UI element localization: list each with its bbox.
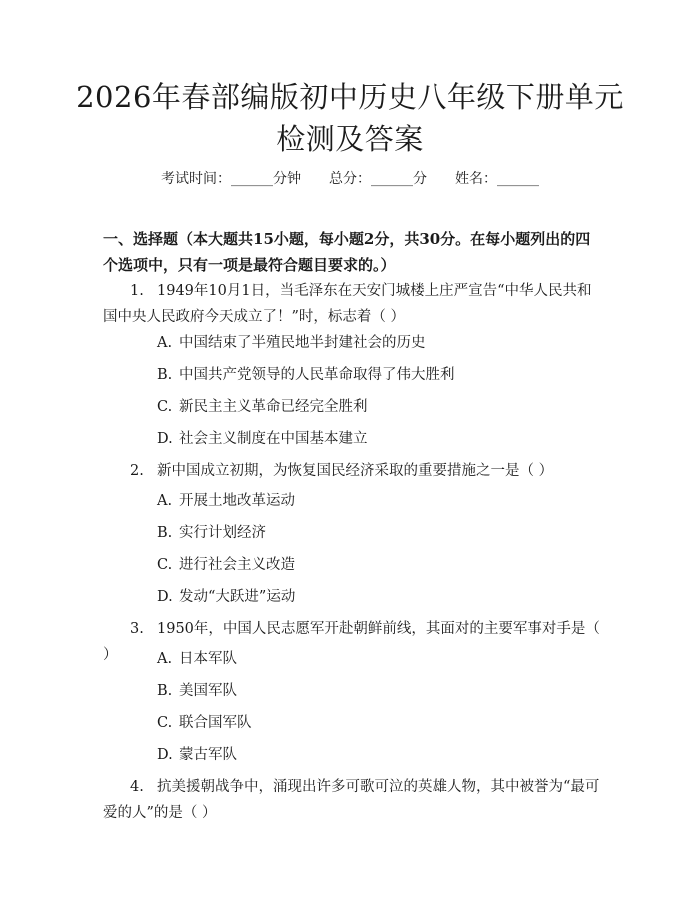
question-number: 1. [130,283,144,299]
option-2c[interactable] [157,555,597,575]
option-letter: B. [157,367,173,383]
option-text: 社会主义制度在中国基本建立 [179,431,368,447]
option-text: 发动“大跃进”运动 [179,589,296,605]
option-letter: D. [157,589,173,605]
total-score-label: 总分： [329,171,371,187]
exam-time-label: 考试时间： [161,171,231,187]
option-text: 开展土地改革运动 [179,493,295,509]
option-text: 美国军队 [179,683,237,699]
exam-time-blank: ______ [231,171,273,187]
option-letter: C. [157,557,173,573]
option-letter: A. [157,651,173,667]
option-2b[interactable] [157,523,597,543]
option-3b[interactable] [157,681,597,701]
option-letter: A. [157,335,173,351]
option-1d[interactable] [157,429,597,449]
option-text: 进行社会主义改造 [179,557,295,573]
question-1 [103,278,600,330]
question-number: 2. [130,463,144,479]
option-2d[interactable] [157,587,597,607]
option-text: 中国结束了半殖民地半封建社会的历史 [179,335,426,351]
option-text: 联合国军队 [179,715,252,731]
option-text: 新民主主义革命已经完全胜利 [179,399,368,415]
question-2 [103,458,600,484]
option-text: 中国共产党领导的人民革命取得了伟大胜利 [179,367,455,383]
option-3c[interactable] [157,713,597,733]
student-name-label: 姓名： [455,171,497,187]
option-text: 蒙古军队 [179,747,237,763]
total-score-blank: ______ [371,171,413,187]
option-2a[interactable] [157,491,597,511]
question-text: 新中国成立初期，为恢复国民经济采取的重要措施之一是（ ） [157,463,554,479]
total-score-unit: 分 [413,171,427,187]
section-heading: 一、选择题（本大题共15小题，每小题2分，共30分。在每小题列出的四个选项中，只有一项是最符合题目要求的。） [103,230,591,274]
exam-time-unit: 分钟 [273,171,301,187]
option-3a[interactable] [157,649,597,669]
student-name-blank: ______ [497,171,539,187]
question-number: 4. [130,779,144,795]
question-text: 1950年，中国人民志愿军开赴朝鲜前线，其面对的主要军事对手是（ ） [103,621,600,663]
option-letter: D. [157,747,173,763]
option-text: 日本军队 [179,651,237,667]
question-text: 1949年10月1日，当毛泽东在天安门城楼上庄严宣告“中华人民共和国中央人民政府今天成立了！”时，标志着（ ） [103,283,592,325]
option-letter: A. [157,493,173,509]
exam-meta-line [0,169,700,189]
option-1c[interactable] [157,397,597,417]
option-letter: C. [157,715,173,731]
option-text: 实行计划经济 [179,525,266,541]
question-number: 3. [130,621,144,637]
page-title: 2026年春部编版初中历史八年级下册单元检测及答案 [76,80,624,156]
option-3d[interactable] [157,745,597,765]
option-1a[interactable] [157,333,597,353]
option-letter: B. [157,525,173,541]
question-4 [103,774,600,826]
option-letter: B. [157,683,173,699]
option-1b[interactable] [157,365,597,385]
question-text: 抗美援朝战争中，涌现出许多可歌可泣的英雄人物，其中被誉为“最可爱的人”的是（ ） [103,779,600,821]
option-letter: C. [157,399,173,415]
option-letter: D. [157,431,173,447]
